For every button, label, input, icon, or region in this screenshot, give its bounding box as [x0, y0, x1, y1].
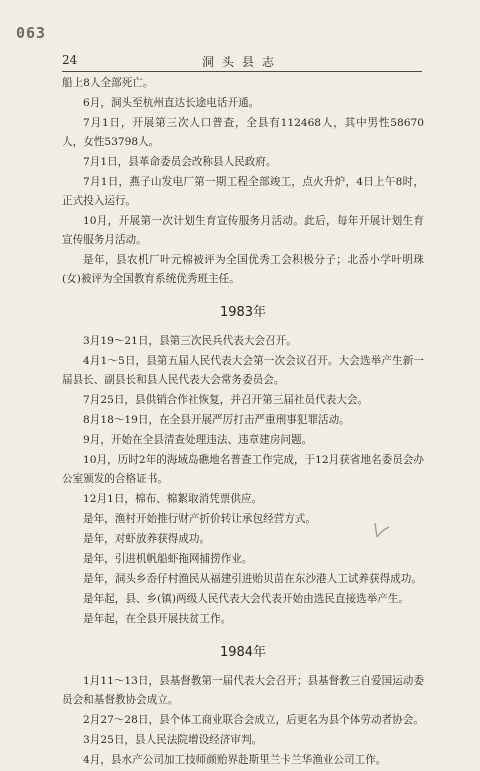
paragraph: 船上8人全部死亡。	[62, 77, 154, 89]
book-title: 洞头县志	[201, 55, 282, 69]
page-number: 24	[62, 53, 78, 67]
paragraph: 6月，洞头至杭州直达长途电话开通。	[83, 97, 260, 109]
paragraph: 是年起，县、乡(镇)两级人民代表大会代表开始由选民直接选举产生。	[83, 593, 410, 605]
paragraph: 4月1～5日，县第五届人民代表大会第一次会议召开。大会选举产生新一届县长、副县长和县人民代表大会常务委员会。	[62, 355, 424, 386]
page-header	[62, 53, 422, 72]
paragraph: 是年，洞头乡岙仔村渔民从福建引进贻贝苗在东沙港人工试养获得成功。	[83, 573, 422, 585]
archive-stamp-number: 063	[16, 24, 47, 42]
paragraph: 是年，引进机帆船虾拖网捕捞作业。	[83, 553, 253, 565]
paragraph: 1月11～13日，县基督教第一届代表大会召开；县基督教三自爱国运动委员会和基督教协会成立。	[62, 675, 424, 706]
page-body	[62, 74, 424, 771]
paragraph: 7月1日，县革命委员会改称县人民政府。	[83, 156, 277, 168]
paragraph: 3月25日，县人民法院增设经济审判。	[83, 734, 263, 746]
paragraph: 7月25日，县供销合作社恢复，并召开第三届社员代表大会。	[83, 394, 369, 406]
year-heading-1984: 1984年	[219, 645, 267, 660]
paragraph: 是年，渔村开始推行财产折价转让承包经营方式。	[83, 513, 317, 525]
paragraph: 3月19～21日，县第三次民兵代表大会召开。	[83, 335, 297, 347]
paragraph: 2月27～28日，县个体工商业联合会成立，后更名为县个体劳动者协会。	[83, 714, 424, 726]
paragraph: 是年起，在全县开展扶贫工作。	[83, 613, 232, 625]
paragraph: 是年，对虾放养获得成功。	[83, 533, 211, 545]
paragraph: 7月1日，燕子山发电厂第一期工程全部竣工，点火升炉，4日上午8时，正式投入运行。	[62, 176, 424, 207]
year-heading-1983: 1983年	[219, 305, 267, 320]
pencil-mark-icon	[372, 520, 392, 542]
paragraph: 12月1日，棉布、棉絮取消凭票供应。	[83, 493, 263, 505]
paragraph: 8月18～19日，在全县开展严厉打击严重刑事犯罪活动。	[83, 414, 350, 426]
paragraph: 是年，县农机厂叶元棉被评为全国优秀工会积极分子；北岙小学叶明珠(女)被评为全国教育系统优秀班主任。	[62, 254, 424, 285]
paragraph: 10月，开展第一次计划生育宣传服务月活动。此后，每年开展计划生育宣传服务月活动。	[62, 215, 424, 246]
paragraph: 7月1日，开展第三次人口普查，全县有112468人，其中男性58670人，女性53798人。	[62, 117, 424, 148]
paragraph: 9月，开始在全县清查处理违法、违章建房问题。	[83, 434, 313, 446]
paragraph: 4月，县水产公司加工技师颜贻界赴斯里兰卡兰华渔业公司工作。	[83, 754, 387, 766]
paragraph: 10月，历时2年的海域岛礁地名普查工作完成，于12月获省地名委员会办公室颁发的合格证书。	[62, 454, 424, 485]
